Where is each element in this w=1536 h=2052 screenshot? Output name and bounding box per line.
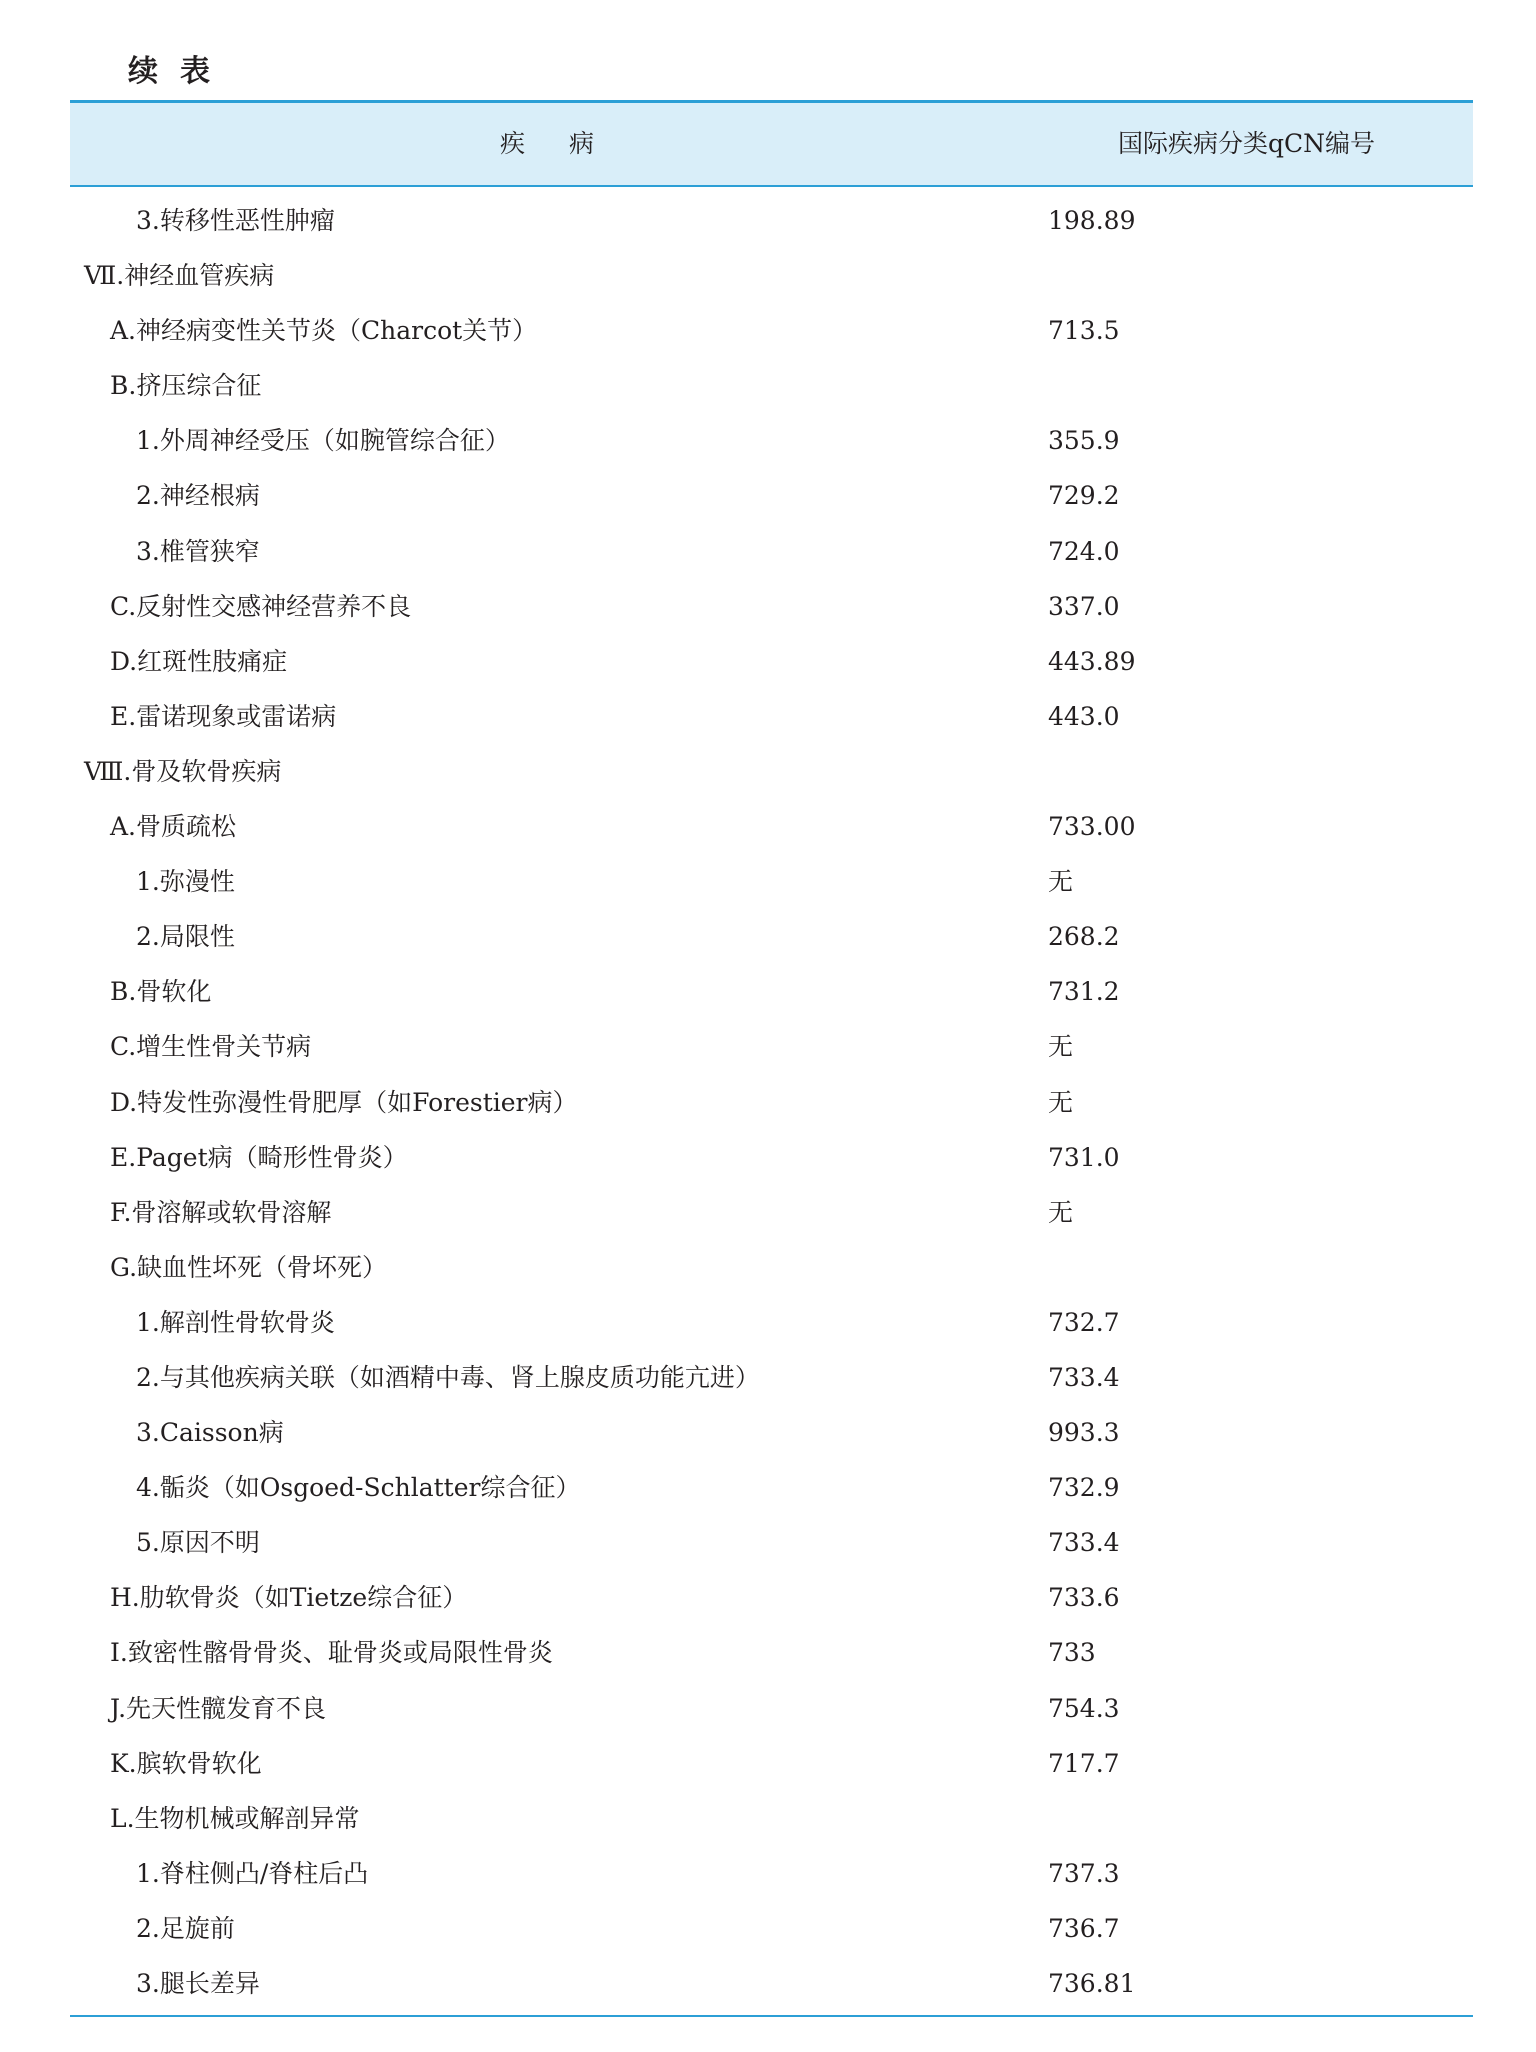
disease-code: 713.5 xyxy=(1048,316,1120,346)
disease-name: Ⅷ.骨及软骨疾病 xyxy=(84,756,282,786)
disease-name: D.特发性弥漫性骨肥厚（如Forestier病） xyxy=(110,1087,578,1117)
disease-code: 268.2 xyxy=(1048,922,1120,952)
disease-code: 731.0 xyxy=(1048,1142,1120,1172)
table-row xyxy=(70,193,1473,248)
disease-code: 732.9 xyxy=(1048,1473,1120,1503)
disease-code: 754.3 xyxy=(1048,1693,1120,1723)
table-row xyxy=(70,634,1473,689)
table-row xyxy=(70,1075,1473,1130)
disease-name: 2.与其他疾病关联（如酒精中毒、肾上腺皮质功能亢进） xyxy=(136,1362,760,1392)
table-header xyxy=(70,100,1473,187)
disease-name: 1.解剖性骨软骨炎 xyxy=(136,1307,335,1337)
disease-code: 无 xyxy=(1048,1032,1074,1062)
disease-name: C.增生性骨关节病 xyxy=(110,1032,312,1062)
table-row xyxy=(70,1681,1473,1736)
disease-code: 355.9 xyxy=(1048,426,1120,456)
disease-code: 无 xyxy=(1048,1087,1074,1117)
table-row xyxy=(70,413,1473,468)
table-row xyxy=(70,1791,1473,1846)
disease-name: 1.弥漫性 xyxy=(136,867,235,897)
disease-code: 无 xyxy=(1048,867,1074,897)
disease-code: 724.0 xyxy=(1048,536,1120,566)
disease-code: 993.3 xyxy=(1048,1418,1120,1448)
disease-name: 3.椎管狭窄 xyxy=(136,536,260,566)
disease-name: B.骨软化 xyxy=(110,977,212,1007)
table-row xyxy=(70,854,1473,909)
table-row xyxy=(70,1901,1473,1956)
table-row xyxy=(70,1846,1473,1901)
disease-name: A.神经病变性关节炎（Charcot关节） xyxy=(110,316,538,346)
disease-code: 198.89 xyxy=(1048,206,1136,235)
disease-name: B.挤压综合征 xyxy=(110,371,262,401)
disease-name: J.先天性髋发育不良 xyxy=(110,1693,327,1723)
disease-code: 731.2 xyxy=(1048,977,1120,1007)
table-row xyxy=(70,1350,1473,1405)
disease-name: 2.神经根病 xyxy=(136,481,260,511)
table-row xyxy=(70,248,1473,303)
disease-code: 无 xyxy=(1048,1197,1074,1227)
header-code: 国际疾病分类qCN编号 xyxy=(1118,129,1376,158)
table-row xyxy=(70,1240,1473,1295)
disease-name: I.致密性髂骨骨炎、耻骨炎或局限性骨炎 xyxy=(110,1638,553,1668)
table-row xyxy=(70,1625,1473,1680)
disease-code: 736.7 xyxy=(1048,1913,1120,1943)
table-body xyxy=(70,187,1473,2011)
disease-name: 5.原因不明 xyxy=(136,1528,260,1558)
disease-code: 736.81 xyxy=(1048,1969,1136,1998)
table-row xyxy=(70,1460,1473,1515)
disease-code: 443.0 xyxy=(1048,701,1120,731)
disease-name: F.骨溶解或软骨溶解 xyxy=(110,1197,332,1227)
disease-name: A.骨质疏松 xyxy=(110,812,237,842)
disease-name: 4.骺炎（如Osgoed-Schlatter综合征） xyxy=(136,1473,581,1503)
table-row xyxy=(70,1570,1473,1625)
disease-name: 3.Caisson病 xyxy=(136,1418,284,1448)
disease-code: 733.6 xyxy=(1048,1583,1120,1613)
table-row xyxy=(70,1019,1473,1074)
disease-name: Ⅶ.神经血管疾病 xyxy=(84,261,275,291)
table-row xyxy=(70,1405,1473,1460)
disease-name: G.缺血性坏死（骨坏死） xyxy=(110,1252,388,1282)
disease-name: 3.转移性恶性肿瘤 xyxy=(136,206,335,235)
disease-code: 733.4 xyxy=(1048,1528,1120,1558)
table-row xyxy=(70,964,1473,1019)
table-row xyxy=(70,1185,1473,1240)
table-row xyxy=(70,744,1473,799)
table-row xyxy=(70,799,1473,854)
table-row xyxy=(70,358,1473,413)
disease-name: D.红斑性肢痛症 xyxy=(110,646,288,676)
table-row xyxy=(70,1736,1473,1791)
disease-name: 2.足旋前 xyxy=(136,1913,235,1943)
table-row xyxy=(70,579,1473,634)
disease-code: 729.2 xyxy=(1048,481,1120,511)
disease-code: 337.0 xyxy=(1048,591,1120,621)
disease-code: 733.4 xyxy=(1048,1362,1120,1392)
table-row xyxy=(70,1130,1473,1185)
disease-name: H.肋软骨炎（如Tietze综合征） xyxy=(110,1583,468,1613)
disease-code: 717.7 xyxy=(1048,1748,1120,1778)
header-disease: 疾病 xyxy=(500,129,639,158)
disease-name: K.膑软骨软化 xyxy=(110,1748,262,1778)
table-row xyxy=(70,1956,1473,2011)
disease-code: 737.3 xyxy=(1048,1858,1120,1888)
table-row xyxy=(70,1515,1473,1570)
disease-name: L.生物机械或解剖异常 xyxy=(110,1803,360,1833)
table-row xyxy=(70,303,1473,358)
disease-code: 733.00 xyxy=(1048,812,1136,842)
table-row xyxy=(70,1295,1473,1350)
disease-name: 3.腿长差异 xyxy=(136,1969,260,1998)
table-caption: 续表 xyxy=(128,54,232,89)
table-row xyxy=(70,524,1473,579)
disease-code: 732.7 xyxy=(1048,1307,1120,1337)
table-row xyxy=(70,909,1473,964)
disease-name: 1.脊柱侧凸/脊柱后凸 xyxy=(136,1858,369,1888)
disease-name: E.雷诺现象或雷诺病 xyxy=(110,701,337,731)
disease-code: 733 xyxy=(1048,1638,1096,1668)
disease-name: E.Paget病（畸形性骨炎） xyxy=(110,1142,408,1172)
disease-name: 2.局限性 xyxy=(136,922,235,952)
disease-code: 443.89 xyxy=(1048,646,1136,676)
table-bottom-rule xyxy=(70,2015,1473,2017)
table-row xyxy=(70,689,1473,744)
disease-name: 1.外周神经受压（如腕管综合征） xyxy=(136,426,510,456)
disease-code-table xyxy=(70,100,1473,2017)
table-row xyxy=(70,468,1473,523)
disease-name: C.反射性交感神经营养不良 xyxy=(110,591,412,621)
